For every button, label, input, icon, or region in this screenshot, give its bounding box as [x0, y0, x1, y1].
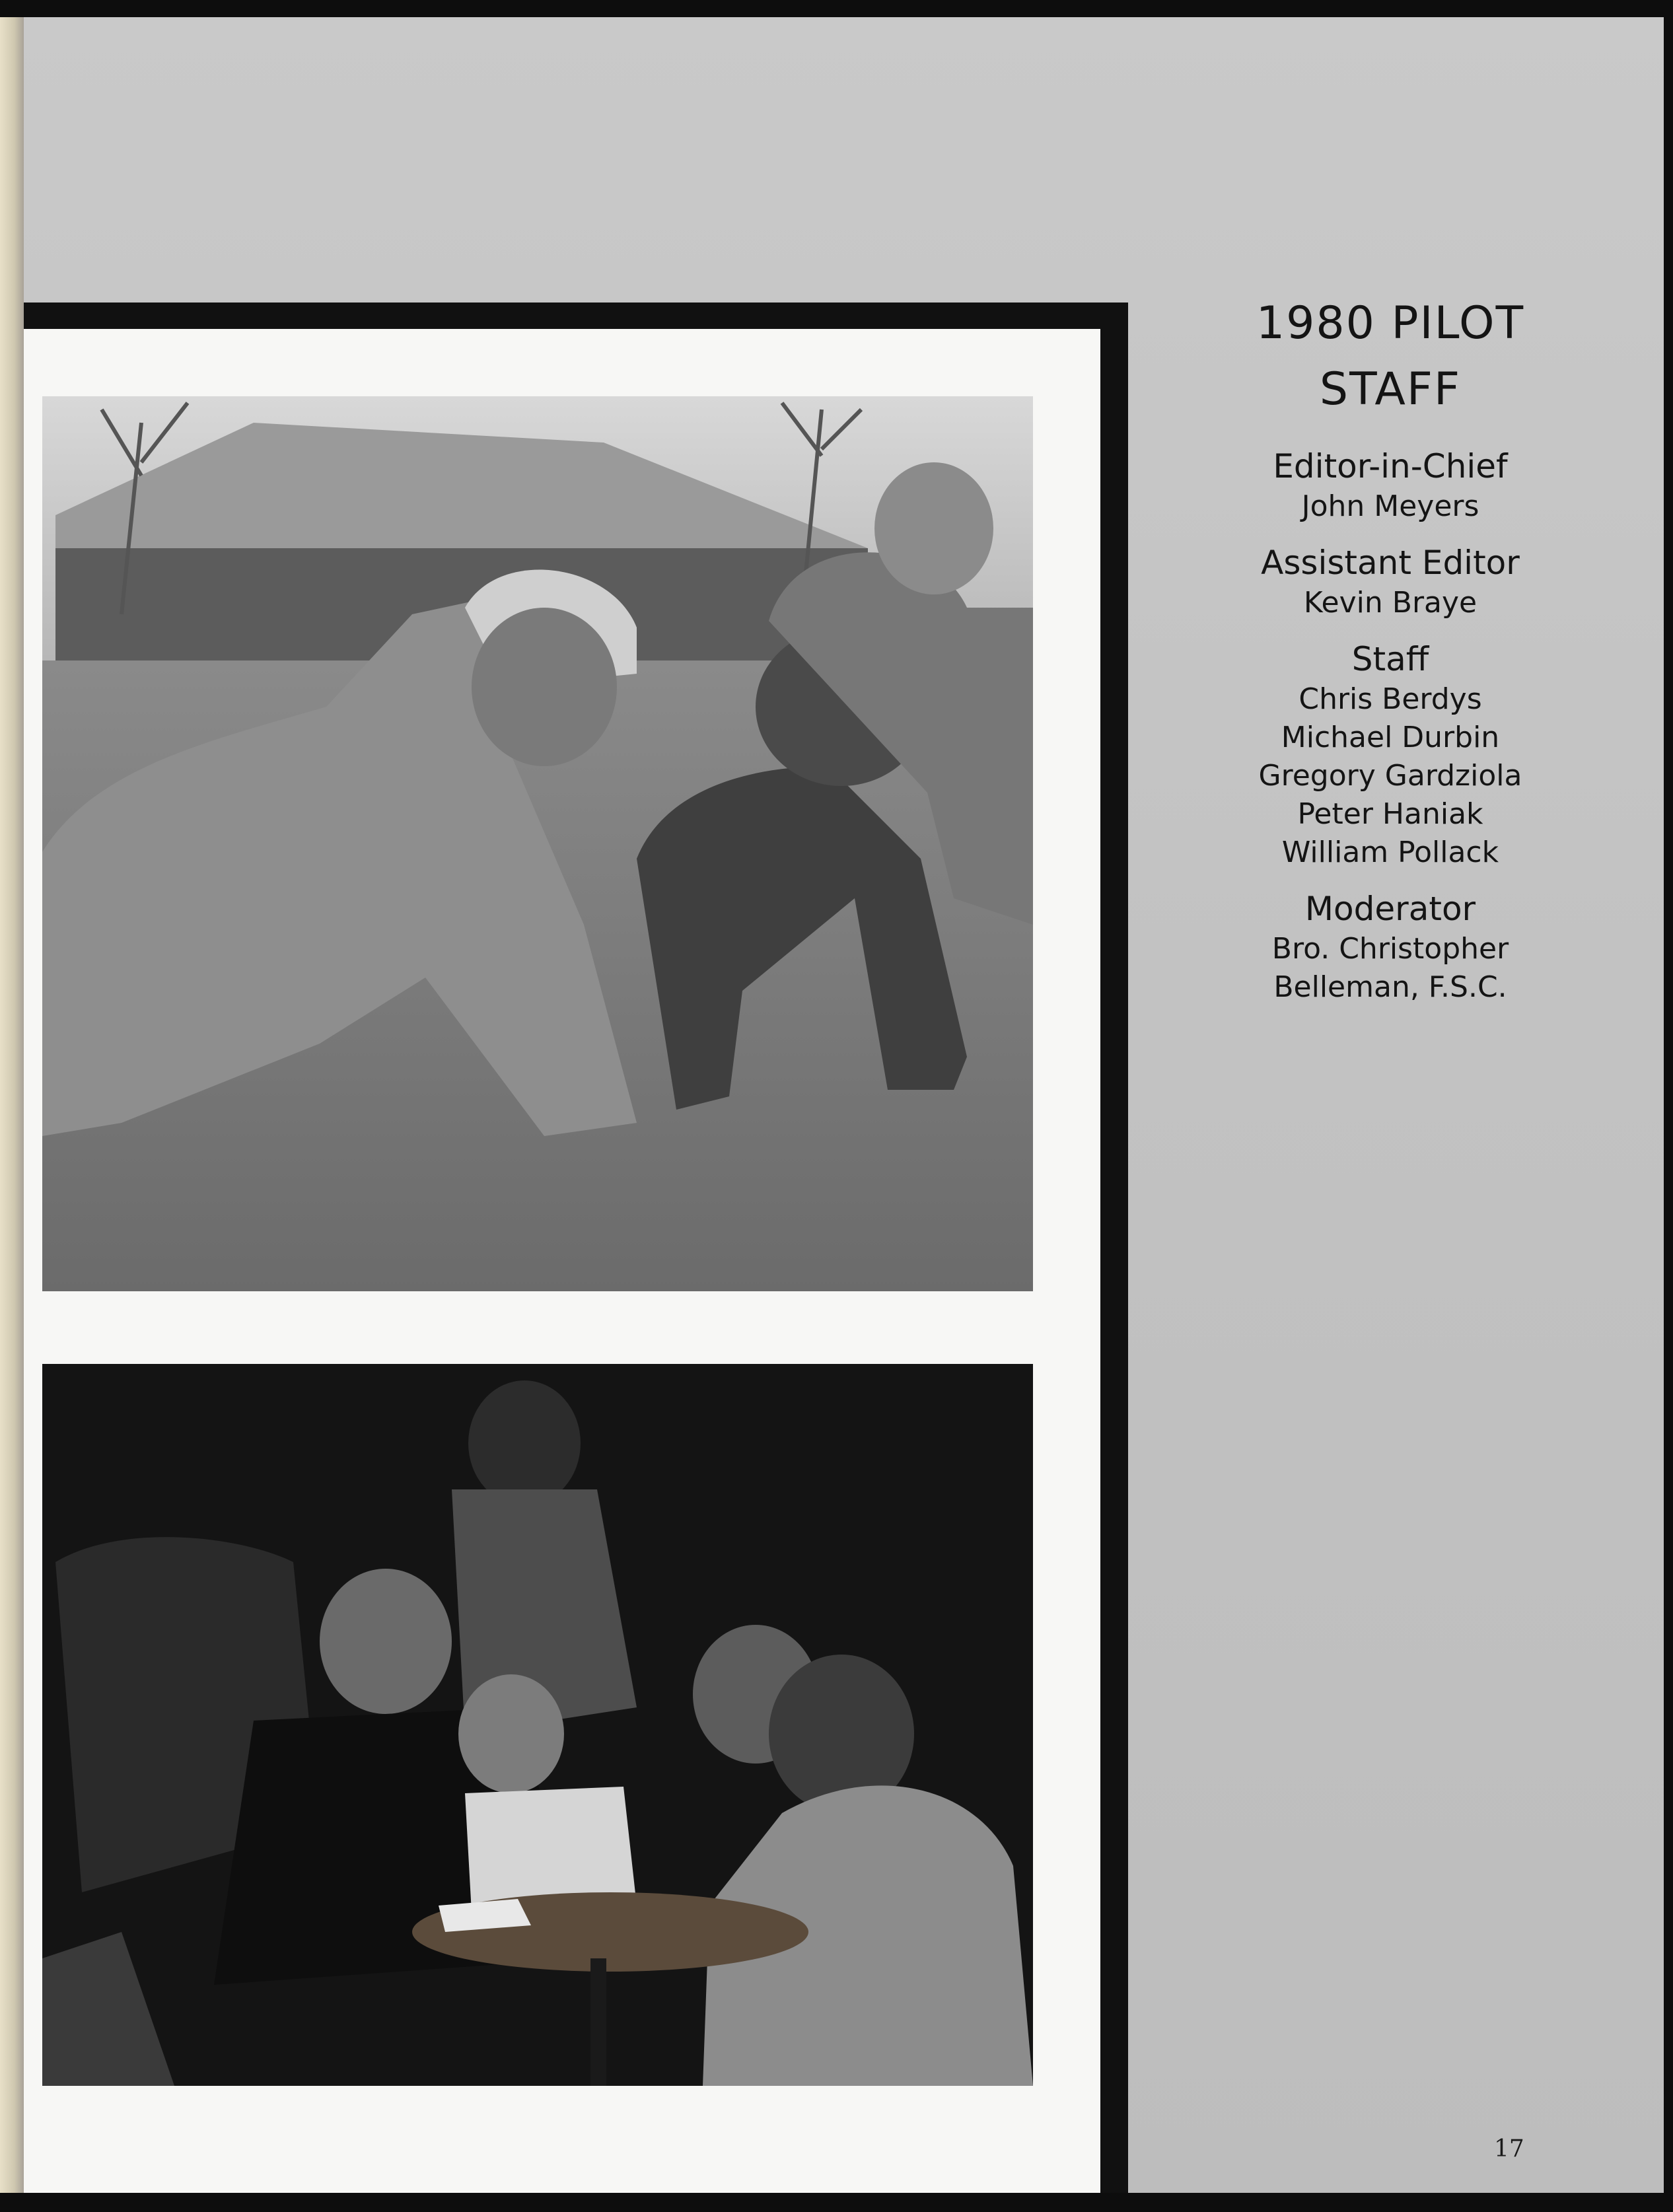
moderator-name-line2: Belleman, F.S.C.	[1273, 970, 1507, 1004]
staff-heading	[1153, 291, 1628, 423]
photo-staff-at-table	[42, 1364, 1033, 2086]
assistant-editor-role: Assistant Editor	[1261, 544, 1520, 582]
staff-heading-line1: 1980 PILOT	[1256, 297, 1525, 349]
staff-member: Gregory Gardziola	[1258, 759, 1522, 793]
staff-member: William Pollack	[1281, 836, 1499, 869]
staff-member: Peter Haniak	[1297, 797, 1483, 831]
staff-heading-line2: STAFF	[1319, 363, 1462, 415]
staff-member: Chris Berdys	[1299, 682, 1482, 716]
moderator-name-line1: Bro. Christopher	[1271, 932, 1509, 966]
staff-listing	[1153, 291, 1628, 1007]
staff-member: Michael Durbin	[1281, 721, 1500, 754]
page-edge	[0, 17, 24, 2193]
editor-role: Editor-in-Chief	[1273, 447, 1508, 485]
photo-outdoor-grass	[42, 396, 1033, 1291]
staff-role: Staff	[1351, 640, 1429, 678]
moderator-role: Moderator	[1304, 890, 1476, 928]
page-number: 17	[1494, 2135, 1524, 2162]
assistant-editor-name: Kevin Braye	[1303, 586, 1477, 620]
editor-name: John Meyers	[1301, 489, 1479, 523]
